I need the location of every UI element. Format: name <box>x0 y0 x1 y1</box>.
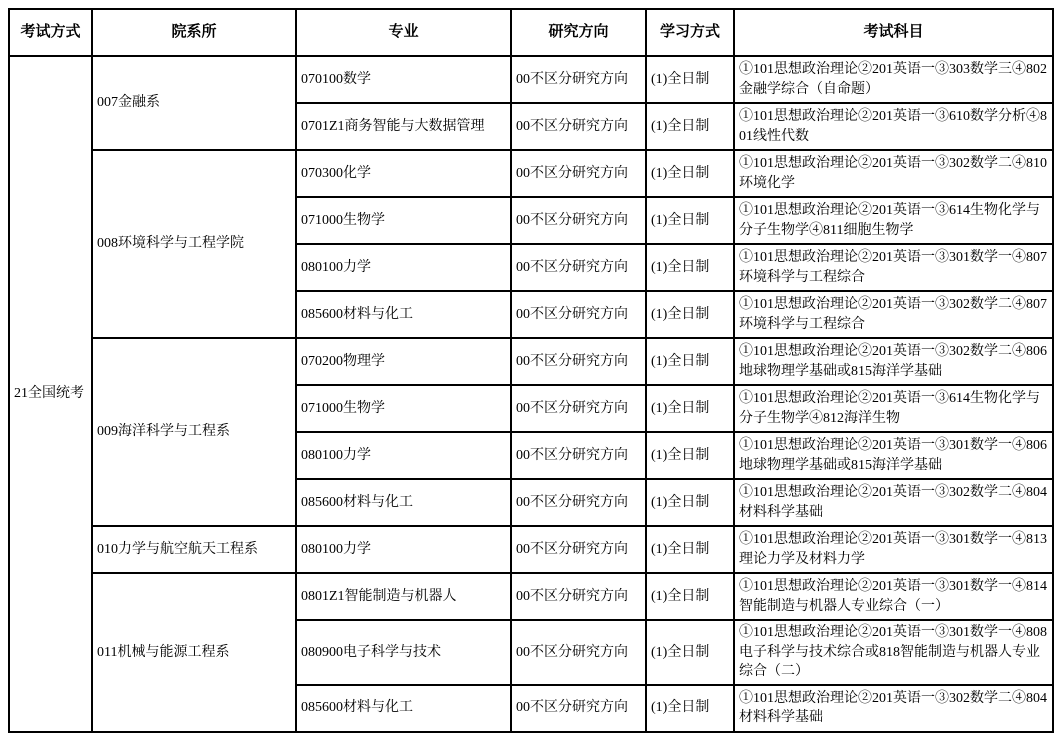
subjects-cell: ①101思想政治理论②201英语一③301数学一④813理论力学及材料力学 <box>734 526 1053 573</box>
direction-cell: 00不区分研究方向 <box>511 573 646 620</box>
subjects-cell: ①101思想政治理论②201英语一③303数学三④802金融学综合（自命题） <box>734 56 1053 103</box>
table-row <box>9 573 1053 620</box>
subjects-cell: ①101思想政治理论②201英语一③614生物化学与分子生物学④811细胞生物学 <box>734 197 1053 244</box>
major-cell: 080100力学 <box>296 526 511 573</box>
major-cell: 070200物理学 <box>296 338 511 385</box>
table-row <box>9 56 1053 103</box>
study-mode-cell: (1)全日制 <box>646 103 734 150</box>
table-row <box>9 150 1053 197</box>
subjects-cell: ①101思想政治理论②201英语一③302数学二④806地球物理学基础或815海洋学基础 <box>734 338 1053 385</box>
direction-cell: 00不区分研究方向 <box>511 150 646 197</box>
major-cell: 085600材料与化工 <box>296 479 511 526</box>
study-mode-cell: (1)全日制 <box>646 338 734 385</box>
direction-cell: 00不区分研究方向 <box>511 432 646 479</box>
table-row <box>9 338 1053 385</box>
header-row <box>9 9 1053 56</box>
major-cell: 0801Z1智能制造与机器人 <box>296 573 511 620</box>
subjects-cell: ①101思想政治理论②201英语一③301数学一④807环境科学与工程综合 <box>734 244 1053 291</box>
study-mode-cell: (1)全日制 <box>646 385 734 432</box>
direction-cell: 00不区分研究方向 <box>511 56 646 103</box>
major-cell: 071000生物学 <box>296 385 511 432</box>
major-cell: 071000生物学 <box>296 197 511 244</box>
subjects-cell: ①101思想政治理论②201英语一③301数学一④806地球物理学基础或815海洋学基础 <box>734 432 1053 479</box>
study-mode-cell: (1)全日制 <box>646 479 734 526</box>
department-cell: 009海洋科学与工程系 <box>92 338 296 526</box>
department-cell: 011机械与能源工程系 <box>92 573 296 732</box>
header-major: 专业 <box>296 9 511 56</box>
exam-method-cell: 21全国统考 <box>9 56 92 732</box>
subjects-cell: ①101思想政治理论②201英语一③302数学二④807环境科学与工程综合 <box>734 291 1053 338</box>
study-mode-cell: (1)全日制 <box>646 150 734 197</box>
subjects-cell: ①101思想政治理论②201英语一③302数学二④804材料科学基础 <box>734 685 1053 732</box>
header-subjects: 考试科目 <box>734 9 1053 56</box>
direction-cell: 00不区分研究方向 <box>511 685 646 732</box>
admissions-table <box>8 8 1054 733</box>
study-mode-cell: (1)全日制 <box>646 197 734 244</box>
major-cell: 085600材料与化工 <box>296 685 511 732</box>
study-mode-cell: (1)全日制 <box>646 432 734 479</box>
study-mode-cell: (1)全日制 <box>646 685 734 732</box>
study-mode-cell: (1)全日制 <box>646 244 734 291</box>
study-mode-cell: (1)全日制 <box>646 573 734 620</box>
major-cell: 085600材料与化工 <box>296 291 511 338</box>
direction-cell: 00不区分研究方向 <box>511 197 646 244</box>
subjects-cell: ①101思想政治理论②201英语一③301数学一④808电子科学与技术综合或818智能制造与机器人专业综合（二） <box>734 620 1053 685</box>
direction-cell: 00不区分研究方向 <box>511 526 646 573</box>
major-cell: 080900电子科学与技术 <box>296 620 511 685</box>
direction-cell: 00不区分研究方向 <box>511 103 646 150</box>
direction-cell: 00不区分研究方向 <box>511 620 646 685</box>
header-exam-method: 考试方式 <box>9 9 92 56</box>
department-cell: 010力学与航空航天工程系 <box>92 526 296 573</box>
header-direction: 研究方向 <box>511 9 646 56</box>
subjects-cell: ①101思想政治理论②201英语一③610数学分析④801线性代数 <box>734 103 1053 150</box>
header-study-mode: 学习方式 <box>646 9 734 56</box>
direction-cell: 00不区分研究方向 <box>511 385 646 432</box>
table-row <box>9 526 1053 573</box>
header-department: 院系所 <box>92 9 296 56</box>
department-cell: 007金融系 <box>92 56 296 150</box>
subjects-cell: ①101思想政治理论②201英语一③302数学二④810环境化学 <box>734 150 1053 197</box>
major-cell: 0701Z1商务智能与大数据管理 <box>296 103 511 150</box>
study-mode-cell: (1)全日制 <box>646 526 734 573</box>
major-cell: 070100数学 <box>296 56 511 103</box>
direction-cell: 00不区分研究方向 <box>511 291 646 338</box>
subjects-cell: ①101思想政治理论②201英语一③302数学二④804材料科学基础 <box>734 479 1053 526</box>
major-cell: 070300化学 <box>296 150 511 197</box>
department-cell: 008环境科学与工程学院 <box>92 150 296 338</box>
study-mode-cell: (1)全日制 <box>646 56 734 103</box>
direction-cell: 00不区分研究方向 <box>511 244 646 291</box>
direction-cell: 00不区分研究方向 <box>511 479 646 526</box>
study-mode-cell: (1)全日制 <box>646 620 734 685</box>
major-cell: 080100力学 <box>296 432 511 479</box>
subjects-cell: ①101思想政治理论②201英语一③614生物化学与分子生物学④812海洋生物 <box>734 385 1053 432</box>
study-mode-cell: (1)全日制 <box>646 291 734 338</box>
direction-cell: 00不区分研究方向 <box>511 338 646 385</box>
subjects-cell: ①101思想政治理论②201英语一③301数学一④814智能制造与机器人专业综合（一） <box>734 573 1053 620</box>
major-cell: 080100力学 <box>296 244 511 291</box>
